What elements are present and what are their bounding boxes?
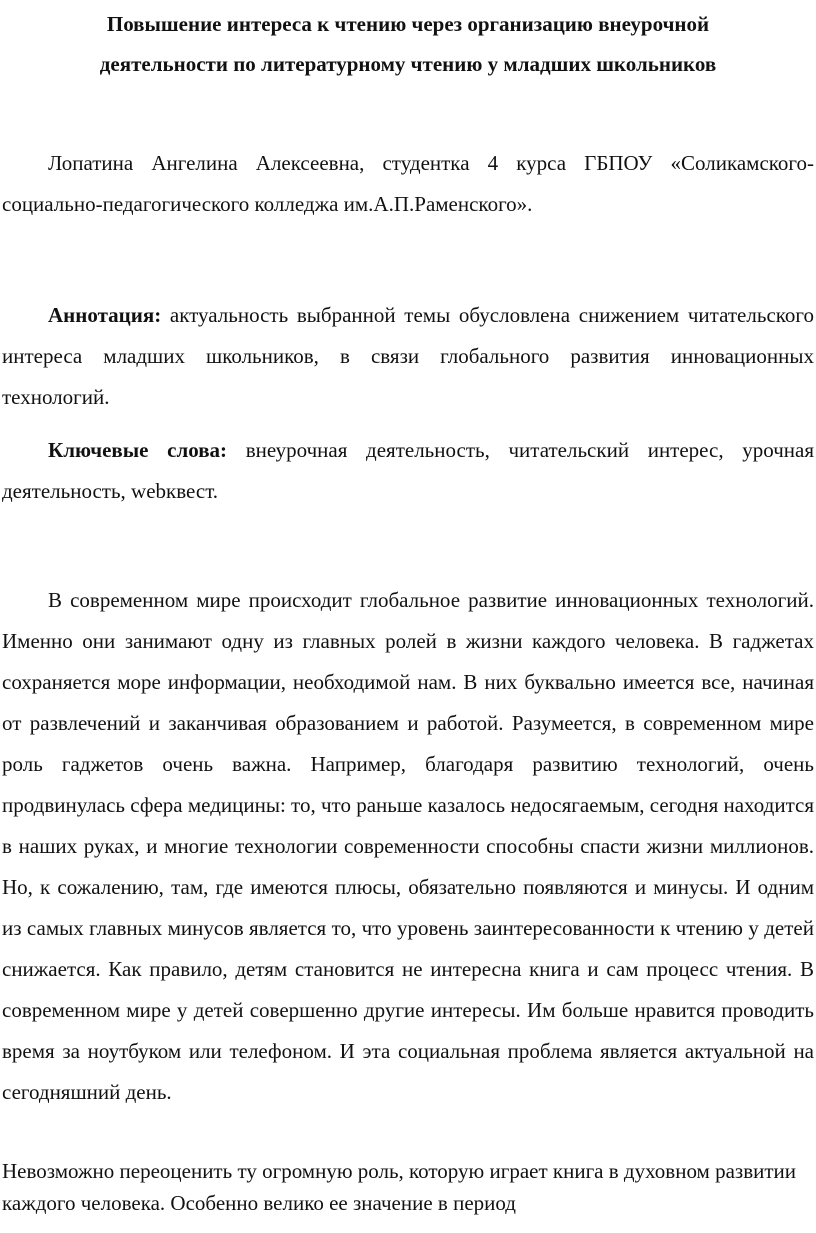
keywords-text: внеурочная деятельность, читательский интерес, урочная деятельность, webквест. [2, 438, 814, 503]
annotation-text: актуальность выбранной темы обусловлена снижением читательского интереса младших школьников, в связи глобального развития инновационных технологий. [2, 303, 814, 409]
tail-paragraph: Невозможно переоценить ту огромную роль, которую играет книга в духовном развитии каждого человека. Особенно велико ее значение в период [2, 1159, 797, 1215]
keywords-label: Ключевые слова: [48, 438, 228, 462]
document-title [0, 4, 816, 84]
body-paragraph: В современном мире происходит глобальное развитие инновационных технологий. Именно они занимают одну из главных ролей в жизни каждого человека. В гаджетах сохраняется море информации, необходимой нам. В них буквально имеется все, начиная от развлечений и заканчивая образованием и работой. Разумеется, в современном мире роль гаджетов очень важна. Например, благодаря развитию технологий, очень продвинулась сфера медицины: то, что раньше казалось недосягаемым, сегодня находится в наших руках, и многие технологии современности способны спасти жизни миллионов. Но, к сожалению, там, где имеются плюсы, обязательно появляются и минусы. И одним из самых главных минусов является то, что уровень заинтересованности к чтению у детей снижается. Как правило, детям становится не интересна книга и сам процесс чтения. В современном мире у детей совершенно другие интересы. Им больше нравится проводить время за ноутбуком или телефоном. И эта социальная проблема является актуальной на сегодняшний день. [2, 588, 814, 1104]
keywords-paragraph [2, 430, 814, 512]
annotation-paragraph [2, 295, 814, 418]
title-line-2: деятельности по литературному чтению у младших школьников [99, 52, 717, 76]
title-line-1: Повышение интереса к чтению через организацию внеурочной [106, 12, 710, 36]
author-info: Лопатина Ангелина Алексеевна, студентка 4 курса ГБПОУ «Соликамского-социально-педагогического колледжа им.А.П.Раменского». [2, 151, 814, 216]
annotation-label: Аннотация: [48, 303, 162, 327]
